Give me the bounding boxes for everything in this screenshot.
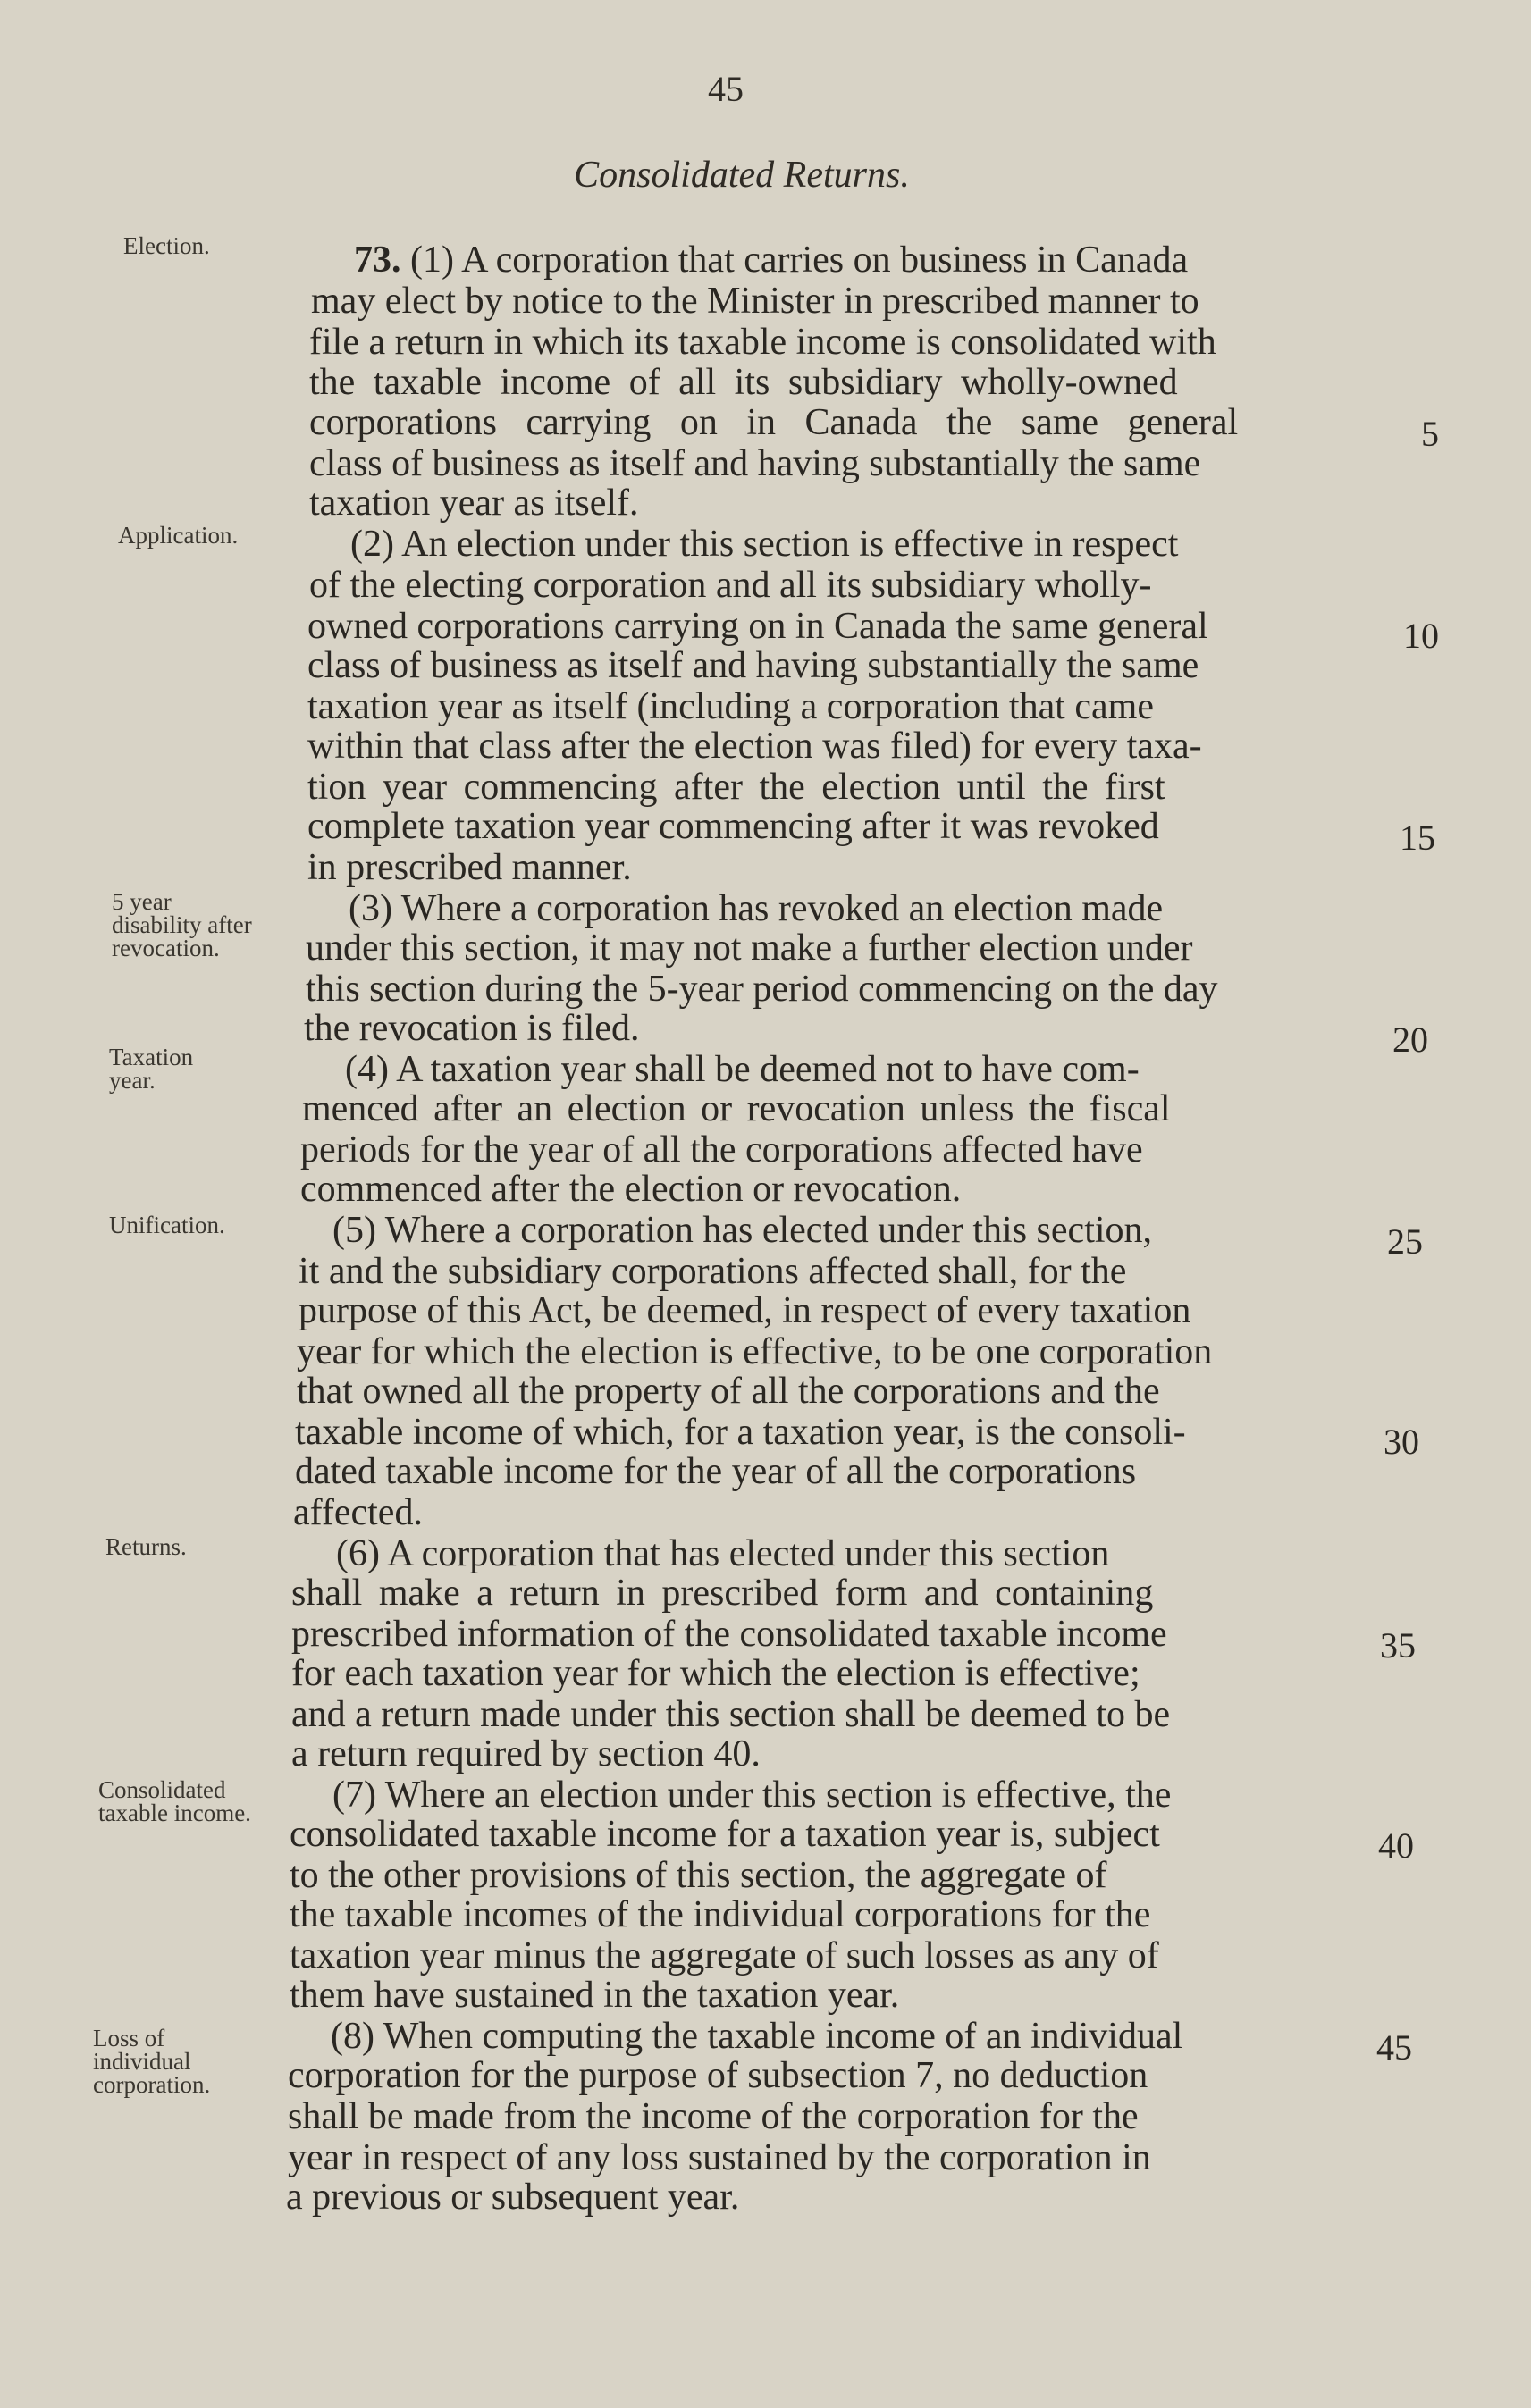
text-line: taxable income of which, for a taxation year, is the consoli- (295, 1412, 1186, 1453)
text-line: file a return in which its taxable income is consolidated with (309, 322, 1216, 363)
margin-note-loss-of-individual-corporation: Loss of individual corporation. (93, 2025, 211, 2098)
text-line: and a return made under this section shall be deemed to be (291, 1694, 1171, 1735)
text-line: in prescribed manner. (307, 847, 632, 888)
text-line: the taxable income of all its subsidiary wholly-owned (309, 362, 1178, 403)
text-line: it and the subsidiary corporations affected shall, for the (299, 1251, 1127, 1292)
text-line: tion year commencing after the election until the first (307, 767, 1165, 808)
margin-note-returns: Returns. (105, 1533, 187, 1560)
text-line: the taxable incomes of the individual corporations for the (290, 1894, 1151, 1935)
text-line: class of business as itself and having substantially the same (309, 443, 1201, 484)
text-line: them have sustained in the taxation year. (290, 1975, 900, 2016)
margin-note-consolidated-taxable-income: Consolidated taxable income. (98, 1776, 251, 1826)
text-line: taxation year as itself (including a corporation that came (307, 686, 1154, 727)
text-line: may elect by notice to the Minister in prescribed manner to (311, 281, 1199, 322)
text-line: (4) A taxation year shall be deemed not to have com- (345, 1049, 1140, 1090)
line-number: 25 (1387, 1221, 1423, 1262)
text-line: corporations carrying on in Canada the same general (309, 402, 1239, 443)
page-number: 45 (708, 69, 744, 109)
text-line: of the electing corporation and all its subsidiary wholly- (309, 565, 1152, 606)
text-line: (2) An election under this section is effective in respect (350, 524, 1179, 565)
text-line: 73. (1) A corporation that carries on business in Canada (354, 239, 1189, 281)
text-line: shall be made from the income of the corporation for the (288, 2096, 1139, 2137)
text-line: commenced after the election or revocation. (300, 1169, 962, 1210)
text-line: prescribed information of the consolidated taxable income (291, 1614, 1167, 1655)
text-line: a return required by section 40. (291, 1733, 761, 1775)
text-line: that owned all the property of all the corporations and the (297, 1371, 1160, 1412)
text-line: a previous or subsequent year. (286, 2177, 740, 2218)
line-number: 40 (1378, 1825, 1414, 1866)
margin-note-unification: Unification. (109, 1212, 225, 1238)
text-line: (6) A corporation that has elected under this section (336, 1533, 1110, 1574)
text-line: purpose of this Act, be deemed, in respect of every taxation (299, 1290, 1191, 1331)
text-line: complete taxation year commencing after it was revoked (307, 806, 1159, 847)
section-number: 73. (354, 239, 401, 281)
margin-note-application: Application. (118, 522, 239, 549)
text-line: within that class after the election was filed) for every taxa- (307, 726, 1202, 767)
text-line: taxation year as itself. (309, 482, 639, 524)
text-line: consolidated taxable income for a taxation year is, subject (290, 1814, 1160, 1855)
line-number: 5 (1421, 414, 1439, 454)
text-line: periods for the year of all the corporations affected have (300, 1129, 1143, 1170)
line-number: 15 (1400, 818, 1435, 858)
text-line: the revocation is filed. (304, 1008, 640, 1049)
text-line: taxation year minus the aggregate of such losses as any of (290, 1935, 1159, 1976)
text-line: under this section, it may not make a further election under (306, 927, 1193, 969)
text-line: shall make a return in prescribed form and containing (291, 1573, 1154, 1614)
line-number: 30 (1384, 1422, 1419, 1462)
text-line: (3) Where a corporation has revoked an election made (349, 888, 1164, 929)
margin-note-5-year-disability: 5 year disability after revocation. (112, 888, 252, 961)
text-line: (5) Where a corporation has elected under this section, (332, 1210, 1153, 1251)
line-number: 45 (1376, 2027, 1412, 2068)
margin-note-taxation-year: Taxation year. (109, 1044, 194, 1094)
text-line: (8) When computing the taxable income of an individual (331, 2016, 1183, 2057)
text-line: (7) Where an election under this section is effective, the (332, 1775, 1172, 1816)
text-line: affected. (293, 1492, 423, 1533)
running-head: Consolidated Returns. (574, 155, 910, 196)
line-number: 20 (1392, 1019, 1428, 1060)
text-line: owned corporations carrying on in Canada the same general (307, 606, 1208, 647)
text-line: for each taxation year for which the election is effective; (291, 1653, 1140, 1694)
text-line: this section during the 5-year period commencing on the day (306, 969, 1218, 1010)
text-line: menced after an election or revocation unless the fiscal (302, 1088, 1171, 1129)
line-number: 10 (1403, 616, 1439, 656)
line-number: 35 (1380, 1625, 1416, 1665)
text-line: year for which the election is effective, to be one corporation (297, 1331, 1213, 1372)
margin-note-election: Election. (123, 232, 210, 259)
text-line: class of business as itself and having substantially the same (307, 645, 1199, 686)
text-line: dated taxable income for the year of all the corporations (295, 1451, 1137, 1492)
text-line: to the other provisions of this section, the aggregate of (290, 1855, 1107, 1896)
text-line: corporation for the purpose of subsection 7, no deduction (288, 2055, 1148, 2096)
text-line: year in respect of any loss sustained by the corporation in (288, 2137, 1151, 2178)
